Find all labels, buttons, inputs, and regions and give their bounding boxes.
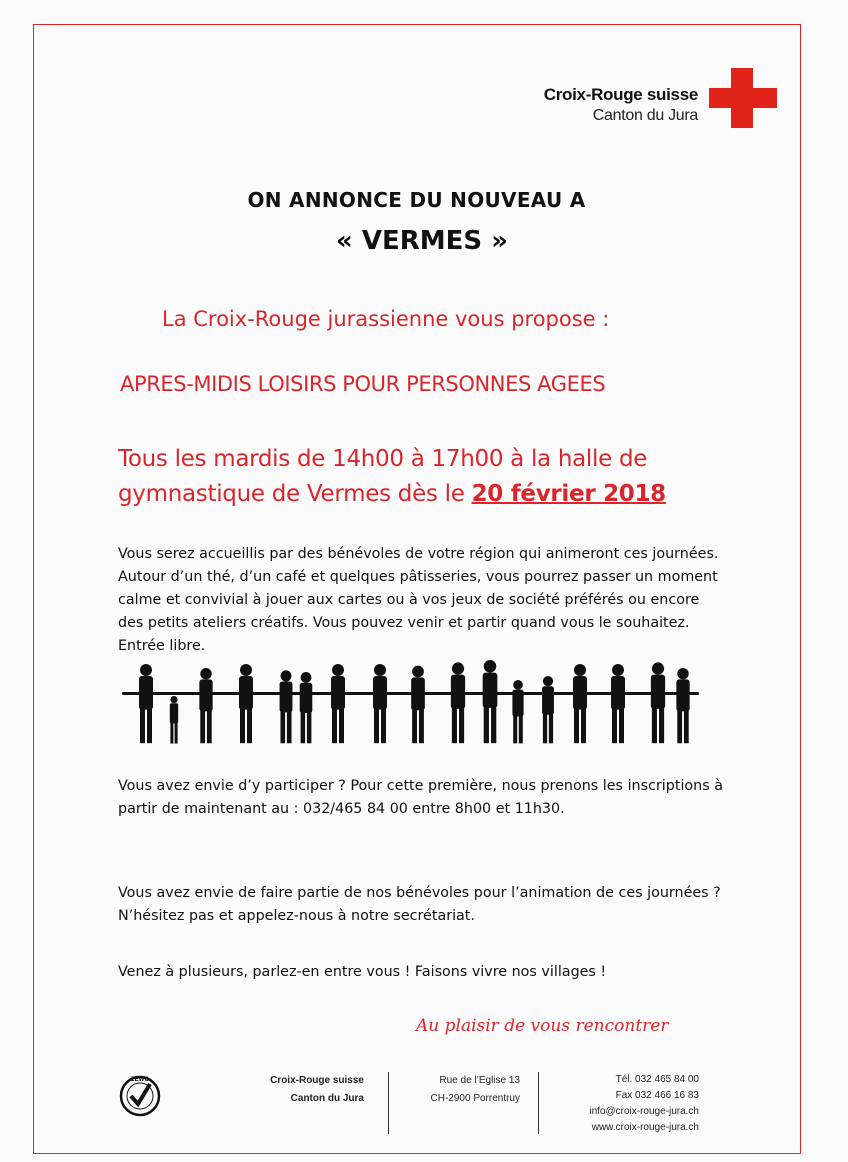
- person-silhouette-part: [543, 676, 553, 686]
- heading-line2: « VERMES »: [336, 226, 508, 256]
- people-silhouettes-illustration: [118, 658, 703, 748]
- logo-org-name: Croix-Rouge suisse: [543, 85, 698, 104]
- village-heading: [0, 226, 848, 256]
- person-silhouette-part: [301, 672, 312, 683]
- footer-org: [240, 1072, 364, 1108]
- person-silhouette-part: [207, 710, 212, 743]
- person-silhouette-part: [513, 680, 523, 690]
- footer-fax: Fax 032 466 16 83: [615, 1090, 699, 1101]
- person-silhouette-part: [483, 673, 498, 708]
- person-silhouette-part: [200, 668, 211, 679]
- person-silhouette-part: [412, 709, 417, 743]
- person-silhouette-part: [374, 708, 379, 743]
- footer-org-region: Canton du Jura: [290, 1093, 364, 1104]
- propose-line: La Croix-Rouge jurassienne vous propose :: [162, 307, 610, 331]
- person-silhouette-part: [247, 708, 252, 743]
- person-silhouette-part: [677, 710, 682, 743]
- person-silhouette-part: [619, 708, 624, 743]
- red-cross-logo-icon: [709, 68, 777, 128]
- person-silhouette-part: [373, 676, 387, 710]
- logo-org-region: Canton du Jura: [592, 107, 698, 124]
- person-silhouette-part: [612, 664, 624, 676]
- person-silhouette-part: [147, 708, 152, 743]
- person-silhouette-part: [381, 708, 386, 743]
- description-paragraph: Vous serez accueillis par des bénévoles de votre région qui animeront ces journées. Autour d’un thé, d’un café et quelques pâtisseries, vous pourrez passer un moment calme et convivial à jouer aux cartes ou à vos jeux de société préférés ou encore des petits ateliers créatifs. Vous pouvez venir et partir quand vous le souhaitez. Entrée libre.: [118, 546, 719, 654]
- person-silhouette-part: [199, 679, 212, 711]
- heading-line1: ON ANNONCE DU NOUVEAU A: [247, 188, 586, 212]
- person-silhouette-part: [139, 676, 153, 710]
- person-silhouette-part: [652, 707, 657, 743]
- start-date: 20 février 2018: [471, 481, 666, 507]
- person-silhouette-part: [280, 711, 285, 743]
- org-logo-text: [520, 85, 698, 125]
- person-silhouette-part: [542, 686, 554, 715]
- footer-address: [404, 1072, 520, 1108]
- person-silhouette-part: [611, 676, 625, 710]
- closing-signature: Au plaisir de vous rencontrer: [416, 1016, 669, 1036]
- person-silhouette-part: [301, 712, 306, 744]
- person-silhouette-part: [419, 709, 424, 743]
- person-silhouette-part: [287, 711, 292, 743]
- person-silhouette-part: [239, 676, 253, 710]
- person-silhouette-part: [300, 683, 313, 713]
- person-silhouette-part: [659, 707, 664, 743]
- person-silhouette-part: [374, 664, 386, 676]
- volunteer-paragraph: Vous avez envie de faire partie de nos bénévoles pour l’animation de ces journées ? N’hésitez pas et appelez-nous à notre secrétariat.: [118, 885, 721, 924]
- person-silhouette-part: [573, 676, 587, 710]
- person-silhouette-part: [280, 670, 291, 681]
- person-silhouette-part: [543, 713, 547, 743]
- person-silhouette-part: [412, 666, 424, 678]
- person-silhouette-part: [491, 706, 496, 743]
- footer-web[interactable]: www.croix-rouge-jura.ch: [591, 1122, 699, 1133]
- person-silhouette-part: [459, 707, 464, 743]
- schedule-text: [118, 442, 666, 512]
- person-silhouette-part: [170, 722, 173, 743]
- person-silhouette-part: [676, 679, 689, 711]
- invitation-paragraph: Venez à plusieurs, parlez-en entre vous ! Faisons vivre nos villages !: [118, 964, 607, 980]
- person-silhouette-part: [240, 664, 252, 676]
- person-silhouette-part: [651, 675, 665, 709]
- person-silhouette-part: [411, 677, 425, 710]
- person-silhouette-part: [452, 707, 457, 743]
- person-silhouette-part: [519, 715, 523, 743]
- person-silhouette-part: [451, 675, 465, 709]
- person-silhouette-part: [652, 662, 664, 674]
- footer-tel: Tél. 032 465 84 00: [615, 1074, 699, 1085]
- schedule-line2-prefix: gymnastique de Vermes dès le: [118, 481, 472, 507]
- person-silhouette-part: [684, 710, 689, 743]
- announcement-heading: [0, 188, 848, 212]
- footer-address-line2: CH-2900 Porrentruy: [430, 1093, 520, 1104]
- person-silhouette-part: [140, 664, 152, 676]
- svg-text:ZEWO: ZEWO: [131, 1077, 149, 1083]
- footer-divider: [538, 1072, 539, 1134]
- footer: [0, 1072, 848, 1137]
- footer-divider: [388, 1072, 389, 1134]
- person-silhouette-part: [307, 712, 312, 744]
- schedule-line2: [118, 477, 666, 512]
- activity-title: APRES-MIDIS LOISIRS POUR PERSONNES AGEES: [120, 372, 606, 396]
- person-silhouette-part: [452, 662, 464, 674]
- person-silhouette-part: [677, 668, 688, 679]
- person-silhouette-part: [339, 708, 344, 743]
- person-silhouette-part: [574, 664, 586, 676]
- person-silhouette-part: [170, 703, 178, 723]
- person-silhouette-part: [513, 715, 517, 743]
- schedule-line1: Tous les mardis de 14h00 à 17h00 à la halle de: [118, 446, 648, 472]
- person-silhouette-part: [140, 708, 145, 743]
- person-silhouette-part: [332, 664, 344, 676]
- person-silhouette-part: [581, 708, 586, 743]
- person-silhouette-part: [280, 681, 293, 712]
- zewo-seal-icon: [118, 1074, 162, 1118]
- person-silhouette-part: [574, 708, 579, 743]
- footer-contact: [548, 1072, 699, 1136]
- footer-email[interactable]: info@croix-rouge-jura.ch: [589, 1106, 699, 1117]
- person-silhouette-part: [200, 710, 205, 743]
- person-silhouette-part: [175, 722, 178, 743]
- person-silhouette-part: [484, 706, 489, 743]
- person-silhouette-part: [484, 660, 497, 673]
- footer-org-name: Croix-Rouge suisse: [270, 1075, 364, 1086]
- person-silhouette-part: [240, 708, 245, 743]
- person-silhouette-part: [331, 676, 345, 710]
- footer-address-line1: Rue de l’Eglise 13: [439, 1075, 520, 1086]
- person-silhouette-part: [612, 708, 617, 743]
- registration-paragraph: Vous avez envie d’y participer ? Pour cette première, nous prenons les inscriptions à partir de maintenant au : 032/465 84 00 entre 8h00 et 11h30.: [118, 778, 723, 817]
- person-silhouette-part: [332, 708, 337, 743]
- person-silhouette-part: [549, 713, 553, 743]
- person-silhouette-part: [512, 690, 523, 717]
- person-silhouette-part: [170, 696, 177, 703]
